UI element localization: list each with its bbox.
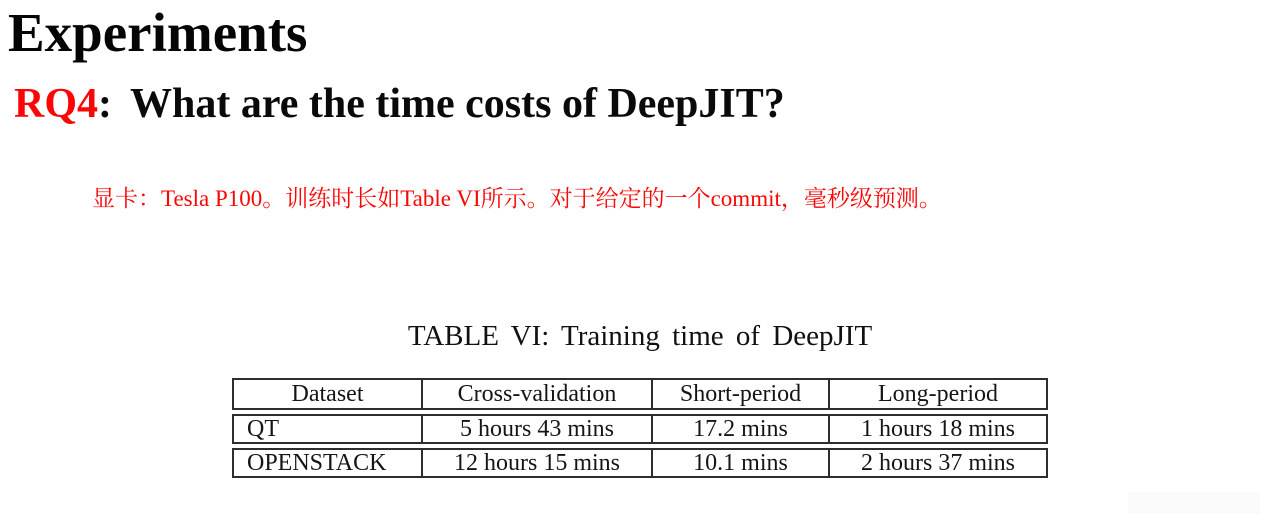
table-caption: TABLE VI: Training time of DeepJIT [407,320,873,352]
cell-qt-cross-validation: 5 hours 43 mins [423,414,653,444]
watermark [1128,492,1260,514]
table-header-row [232,378,1048,410]
table-row-openstack [232,448,1048,478]
cell-qt-short-period: 17.2 mins [653,414,830,444]
gpu-training-note: 显卡：Tesla P100。训练时长如Table VI所示。对于给定的一个commit，毫秒级预测。 [92,186,942,211]
slide-title: Experiments [8,2,308,63]
header-cell-cross-validation: Cross-validation [423,378,653,410]
research-question-line [14,79,785,129]
cell-openstack-cross-validation: 12 hours 15 mins [423,448,653,478]
cell-qt-long-period: 1 hours 18 mins [830,414,1048,444]
cell-openstack-long-period: 2 hours 37 mins [830,448,1048,478]
training-time-table [232,378,1048,478]
rq-question-text: What are the time costs of DeepJIT? [130,81,785,127]
cell-openstack-short-period: 10.1 mins [653,448,830,478]
table-row-qt [232,414,1048,444]
header-cell-long-period: Long-period [830,378,1048,410]
header-cell-dataset: Dataset [232,378,423,410]
cell-qt-dataset: QT [232,414,423,444]
cell-openstack-dataset: OPENSTACK [232,448,423,478]
header-cell-short-period: Short-period [653,378,830,410]
rq-label: RQ4 [14,81,98,127]
rq-colon: : [98,81,112,127]
